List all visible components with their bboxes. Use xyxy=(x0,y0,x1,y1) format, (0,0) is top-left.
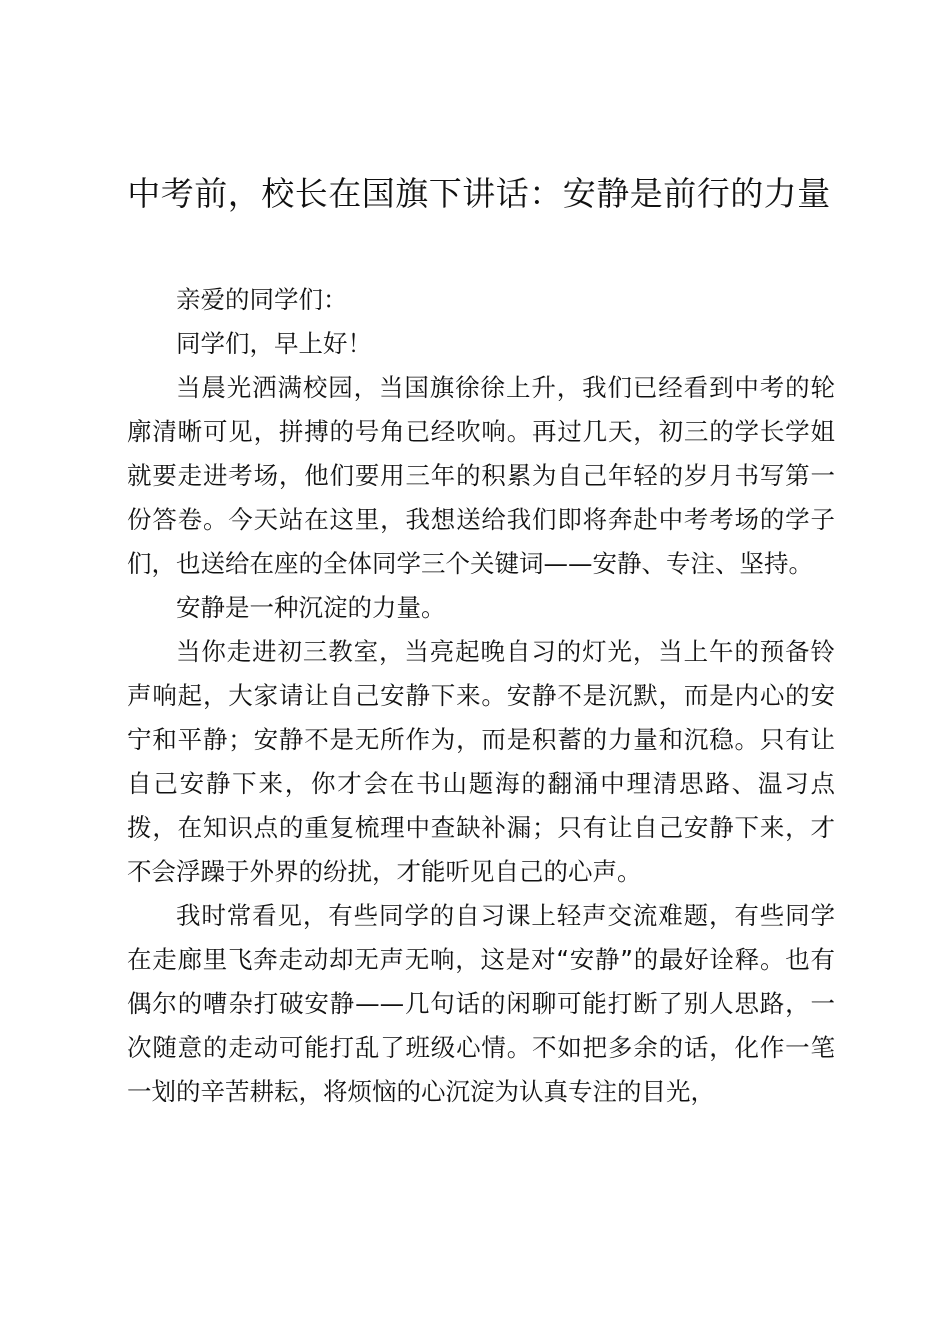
quiet-explanation-paragraph: 当你走进初三教室，当亮起晚自习的灯光，当上午的预备铃声响起，大家请让自己安静下来。安静不是沉默，而是内心的安宁和平静；安静不是无所作为，而是积蓄的力量和沉稳。只有让自己安静下来，你才会在书山题海的翻涌中理清思路、温习点拨，在知识点的重复梳理中查缺补漏；只有让自己安静下来，才不会浮躁于外界的纷扰，才能听见自己的心声。 xyxy=(127,637,835,886)
intro-paragraph: 当晨光洒满校园，当国旗徐徐上升，我们已经看到中考的轮廓清晰可见，拼搏的号角已经吹响。再过几天，初三的学长学姐就要走进考场，他们要用三年的积累为自己年轻的岁月书写第一份答卷。今天站在这里，我想送给我们即将奔赴中考考场的学子们，也送给在座的全体同学三个关键词——安静、专注、坚持。 xyxy=(127,373,835,578)
greeting-paragraph: 亲爱的同学们： xyxy=(176,285,348,314)
section-heading-quiet: 安静是一种沉淀的力量。 xyxy=(176,593,446,622)
morning-greeting-paragraph: 同学们，早上好！ xyxy=(176,329,372,358)
document-body xyxy=(127,278,835,1114)
observation-paragraph: 我时常看见，有些同学的自习课上轻声交流难题，有些同学在走廊里飞奔走动却无声无响，这是对“安静”的最好诠释。也有偶尔的嘈杂打破安静——几句话的闲聊可能打断了别人思路，一次随意的走动可能打乱了班级心情。不如把多余的话，化作一笔一划的辛苦耕耘，将烦恼的心沉淀为认真专注的目光， xyxy=(127,901,835,1106)
document-title: 中考前，校长在国旗下讲话：安静是前行的力量 xyxy=(127,174,831,213)
